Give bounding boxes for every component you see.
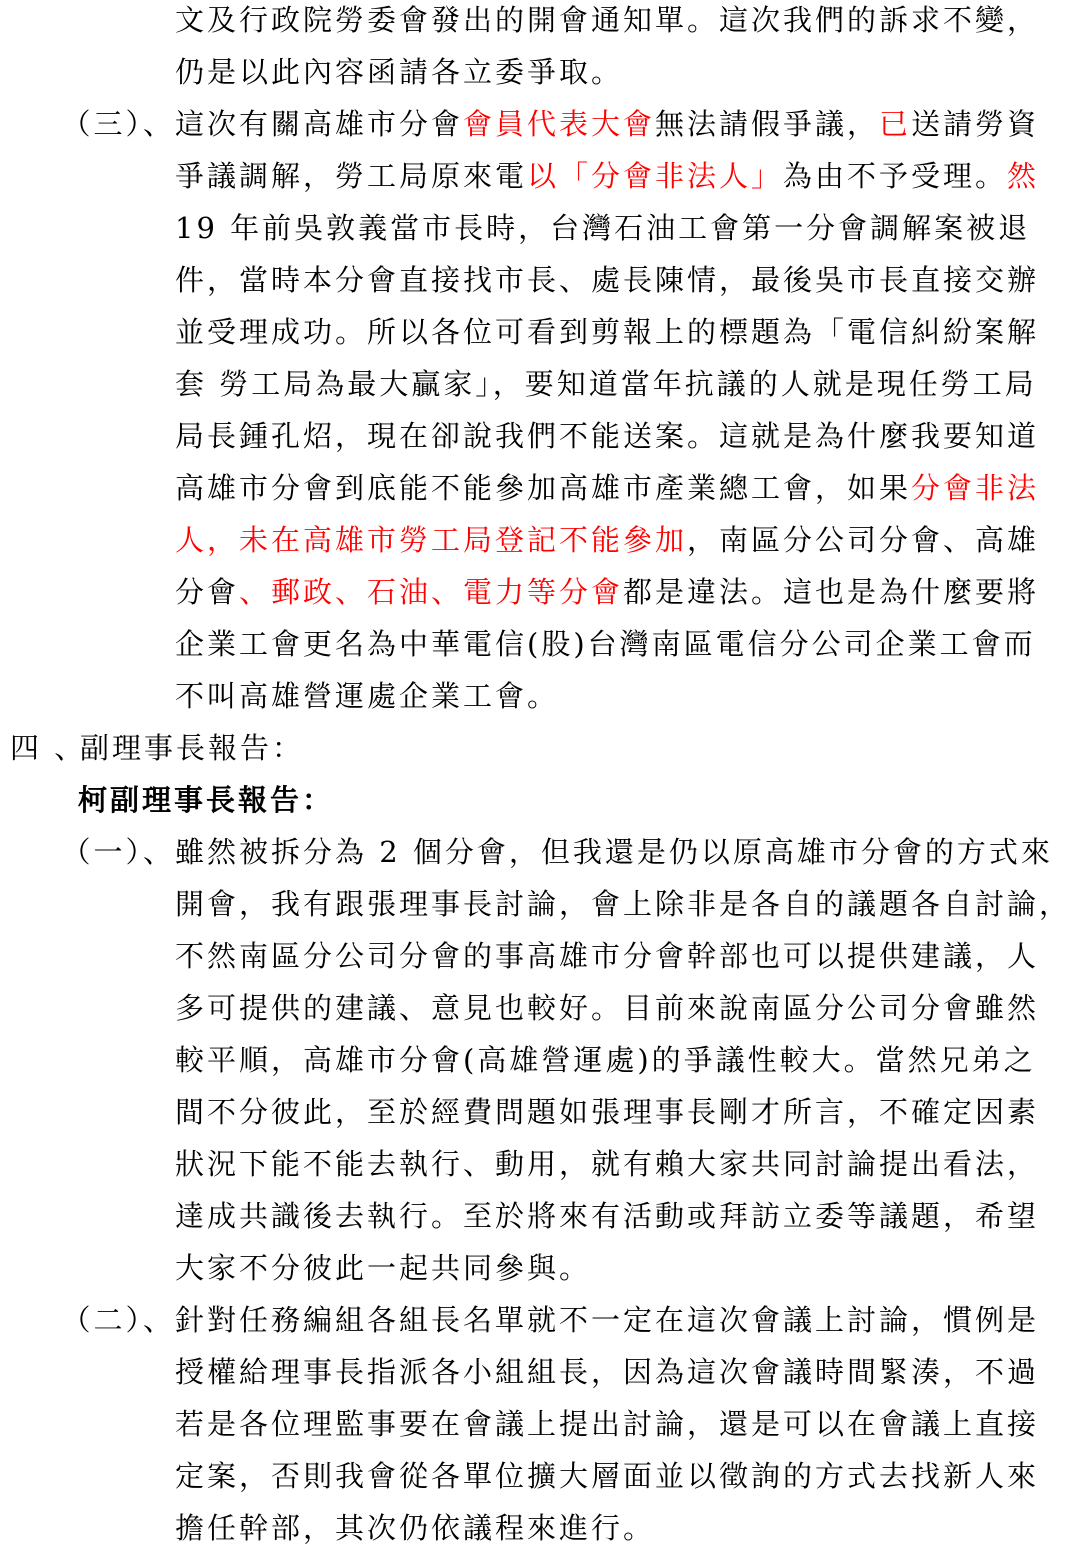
text-segment: 若是各位理監事要在會議上提出討論，還是可以在會議上直接 <box>175 1408 1040 1440</box>
list-item <box>0 1304 1084 1544</box>
text-line <box>0 992 1084 1024</box>
text-segment: 19 年前吳敦義當市長時，台灣石油工會第一分會調解案被退 <box>175 212 1031 244</box>
text-segment: 送請勞資 <box>911 108 1040 140</box>
text-line <box>0 1512 1084 1544</box>
text-segment: 開會，我有跟張理事長討論，會上除非是各自的議題各自討論， <box>175 888 1072 920</box>
text-segment: 局長鍾孔炤，現在卻說我們不能送案。這就是為什麼我要知道 <box>175 420 1040 452</box>
text-segment: 套 勞工局為最大贏家」，要知道當年抗議的人就是現任勞工局 <box>175 368 1037 400</box>
text-segment: 件，當時本分會直接找市長、處長陳情，最後吳市長直接交辦 <box>175 264 1040 296</box>
text-segment: 大家不分彼此一起共同參與。 <box>175 1252 592 1284</box>
item-label: （一）、 <box>61 836 175 868</box>
text-line <box>0 524 1084 556</box>
subsection-heading <box>0 784 1084 816</box>
text-line <box>0 1356 1084 1388</box>
item-label: （二）、 <box>61 1304 175 1336</box>
text-line <box>0 1200 1084 1232</box>
highlighted-text: 然 <box>1007 160 1040 192</box>
text-segment: 仍是以此內容函請各立委爭取。 <box>175 56 624 88</box>
text-segment: 不然南區分公司分會的事高雄市分會幹部也可以提供建議，人 <box>175 940 1040 972</box>
text-line <box>0 1252 1084 1284</box>
text-segment: 柯副理事長報告： <box>78 784 335 816</box>
text-line <box>0 316 1084 348</box>
text-segment: 不叫高雄營運處企業工會。 <box>175 680 560 712</box>
text-line <box>0 784 1084 816</box>
highlighted-text: 會員代表大會 <box>463 108 656 140</box>
text-line <box>0 1096 1084 1128</box>
text-line <box>0 1304 1084 1336</box>
text-segment: 較平順，高雄市分會(高雄營運處)的爭議性較大。當然兄弟之 <box>175 1044 1036 1076</box>
continuation-paragraph <box>0 4 1084 88</box>
text-line <box>0 680 1084 712</box>
item-label: （三）、 <box>61 108 175 140</box>
section-number: 四 、 <box>10 732 87 764</box>
text-line <box>0 212 1084 244</box>
text-line <box>0 56 1084 88</box>
text-segment: 文及行政院勞委會發出的開會通知單。這次我們的訴求不變， <box>175 4 1040 36</box>
highlighted-text: 人，未在高雄市勞工局登記不能參加 <box>175 524 688 556</box>
text-segment: ，南區分公司分會、高雄 <box>687 524 1040 556</box>
text-segment: 定案，否則我會從各單位擴大層面並以徵詢的方式去找新人來 <box>175 1460 1040 1492</box>
text-line <box>0 940 1084 972</box>
text-segment: 企業工會更名為中華電信(股)台灣南區電信分公司企業工會而 <box>175 628 1036 660</box>
text-line <box>0 1148 1084 1180</box>
text-segment: 分會 <box>175 576 240 608</box>
highlighted-text: 已 <box>879 108 912 140</box>
list-item <box>0 836 1084 1284</box>
text-segment: 高雄市分會到底能不能參加高雄市產業總工會，如果 <box>175 472 912 504</box>
text-segment: 並受理成功。所以各位可看到剪報上的標題為「電信糾紛案解 <box>175 316 1040 348</box>
text-segment: 無法請假爭議， <box>655 108 880 140</box>
text-line <box>0 4 1084 36</box>
text-line <box>0 1044 1084 1076</box>
text-segment: 間不分彼此，至於經費問題如張理事長剛才所言，不確定因素 <box>175 1096 1040 1128</box>
text-line <box>0 628 1084 660</box>
text-segment: 多可提供的建議、意見也較好。目前來說南區分公司分會雖然 <box>175 992 1040 1024</box>
highlighted-text: 以「分會非法人」 <box>527 160 784 192</box>
text-segment: 為由不予受理。 <box>783 160 1008 192</box>
text-segment: 這次有關高雄市分會 <box>175 108 464 140</box>
text-segment: 狀況下能不能去執行、動用，就有賴大家共同討論提出看法， <box>175 1148 1040 1180</box>
text-line <box>0 1460 1084 1492</box>
text-segment: 爭議調解，勞工局原來電 <box>175 160 528 192</box>
text-line <box>0 1408 1084 1440</box>
text-segment: 授權給理事長指派各小組組長，因為這次會議時間緊湊，不過 <box>175 1356 1040 1388</box>
text-line <box>0 264 1084 296</box>
text-segment: 擔任幹部，其次仍依議程來進行。 <box>175 1512 656 1544</box>
text-segment: 針對任務編組各組長名單就不一定在這次會議上討論，慣例是 <box>175 1304 1040 1336</box>
list-item <box>0 108 1084 712</box>
section-heading <box>0 732 1084 764</box>
text-line <box>0 368 1084 400</box>
text-line <box>0 160 1084 192</box>
text-line <box>0 888 1084 920</box>
text-line <box>0 836 1084 868</box>
text-segment: 都是違法。這也是為什麼要將 <box>623 576 1040 608</box>
text-line <box>0 576 1084 608</box>
text-segment: 達成共識後去執行。至於將來有活動或拜訪立委等議題，希望 <box>175 1200 1040 1232</box>
text-line <box>0 732 1084 764</box>
text-line <box>0 420 1084 452</box>
highlighted-text: 、郵政、石油、電力等分會 <box>239 576 624 608</box>
highlighted-text: 分會非法 <box>911 472 1040 504</box>
text-line <box>0 108 1084 140</box>
text-segment: 副理事長報告： <box>80 732 305 764</box>
text-segment: 雖然被拆分為 2 個分會，但我還是仍以原高雄市分會的方式來 <box>175 836 1053 868</box>
text-line <box>0 472 1084 504</box>
